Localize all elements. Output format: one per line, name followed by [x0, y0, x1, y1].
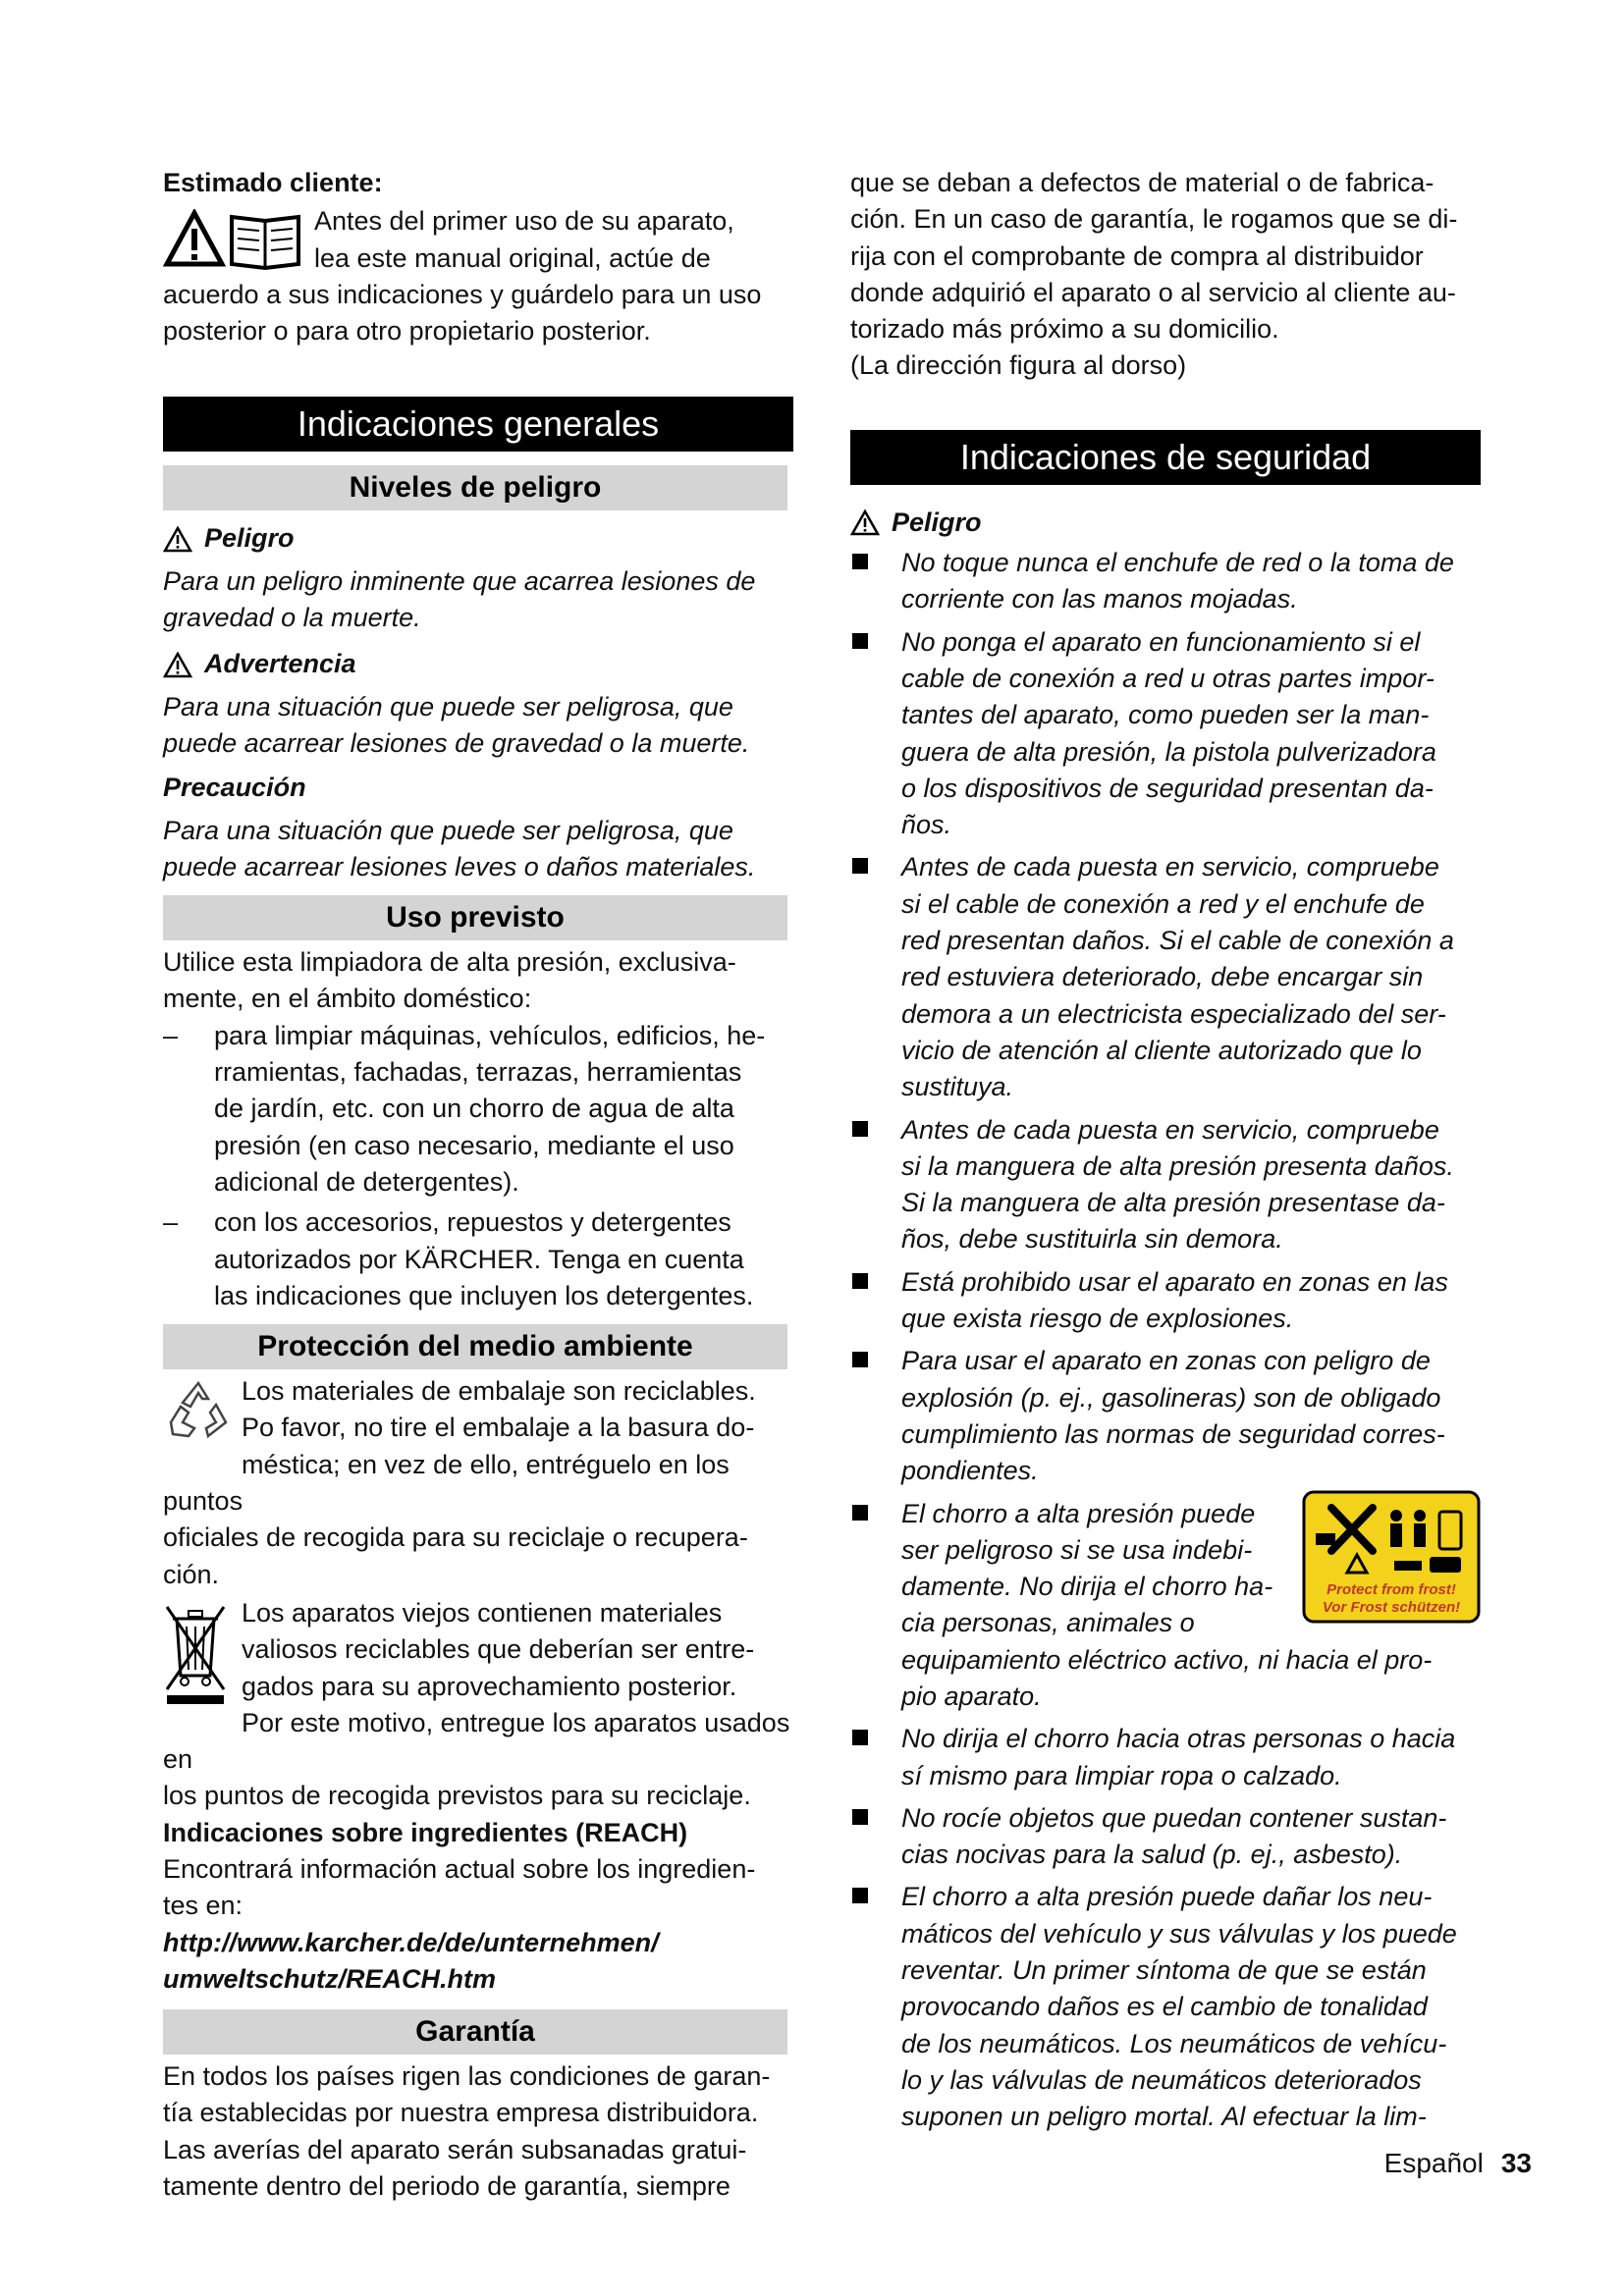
- list-item: – para limpiar máquinas, vehículos, edificios, he- rramientas, fachadas, terrazas, herramientas de jardín, etc. con un chorro de agua de alta presión (en caso necesario, mediante el uso adicional de detergentes).: [163, 1020, 766, 1197]
- svg-text:Vor Frost schützen!: Vor Frost schützen!: [1322, 1598, 1461, 1616]
- peligro-label: Peligro: [850, 505, 1481, 541]
- heading-niveles-de-peligro: Niveles de peligro: [163, 465, 787, 510]
- warning-triangle-icon: [850, 509, 880, 536]
- list-item: Está prohibido usar el aparato en zonas en las que exista riesgo de explosiones.: [850, 1264, 1481, 1338]
- heading-indicaciones-generales: Indicaciones generales: [163, 397, 793, 452]
- frost-warning-label: [1302, 1490, 1481, 1629]
- list-item: Protect from frost! Vor Frost schützen! El chorro a alta presión puede ser peligroso si se usa indebi- damente. No dirija el chorro ha- cia personas, animales o equipamiento eléctrico activo, ni hacia el pro- pio aparato.: [850, 1496, 1481, 1716]
- page-footer: [1384, 2148, 1532, 2179]
- list-item: No dirija el chorro hacia otras personas o hacia sí mismo para limpiar ropa o calzado.: [850, 1721, 1481, 1794]
- env-packaging-paragraph: Los materiales de embalaje son reciclables. Po favor, no tire el embalaje a la basura do- méstica; en vez de ello, entréguelo en los puntos oficiales de recogida para su reciclaje o recupera- ción.: [163, 1376, 756, 1589]
- list-item: – con los accesorios, repuestos y detergentes autorizados por KÄRCHER. Tenga en cuenta las indicaciones que incluyen los detergentes.: [163, 1207, 754, 1310]
- env-weee-paragraph: Los aparatos viejos contienen materiales valiosos reciclables que deberían ser entre- gados para su aprovechamiento posterior. Por este motivo, entregue los aparatos usados en los puntos de recogida previstos para su reciclaje.: [163, 1597, 790, 1811]
- heading-garantia: Garantía: [163, 2009, 787, 2055]
- svg-text:Protect from frost!: Protect from frost!: [1326, 1580, 1456, 1598]
- recycle-icon: [163, 1377, 234, 1447]
- list-item: Para usar el aparato en zonas con peligro de explosión (p. ej., gasolineras) son de obligado cumplimiento las normas de seguridad corres- pondientes.: [850, 1343, 1481, 1489]
- left-column: Estimado cliente: Antes del primer uso de su aparato, lea este manual original, actúe de acuerdo a sus indicaciones y guárdelo para un uso posterior o para otro propietario posterior. Indicaciones generales Niveles de peligro Peligro Para un peligro inminente que acarrea lesiones de gravedad o la muerte. Advertencia Para una situación que puede ser peligrosa, que puede acarrear lesiones de gravedad o la muerte. Precaución Para una situación que puede ser peligrosa, que puede acarrear lesiones leves o daños materiales. Uso previsto Utilice esta limpiadora de alta presión, exclusiva- mente, en el ámbito doméstico: – para limpiar máquinas, vehículos, edificios, he- rramientas, fachadas, terrazas, herramientas de jardín, etc. con un chorro de agua de alta presión (en caso necesario, mediante el uso adicional de detergentes). – con los accesorios, repuestos y detergentes autorizados por KÄRCHER. Tenga en cuenta las indicaciones que incluyen los detergentes. Protección del medio ambiente Los materiales de embalaje son reciclables. Po favor, no tire el embalaje a la basura do- méstica; en vez de ello, entréguelo en los puntos oficiales de recogida para su reciclaje o recupera- ción. Los aparatos viejos contienen materiales valiosos reciclables que deberían ser entre- gados para su aprovechamiento posterior. Por este motivo, entregue los aparatos usados en los puntos de recogida previstos para su reciclaje. Indicaciones sobre ingredientes (REACH) Encontrará información actual sobre los ingredien- tes en: http://www.karcher.de/de/unternehmen/ umweltschutz/REACH.htm Garantía En todos los países rigen las condiciones de garan- tía establecidas por nuestra empresa distribuidora. Las averías del aparato serán subsanadas gratui- tamente dentro del periodo de garantía, siempre: [163, 165, 793, 2205]
- crossed-bin-icon: [163, 1601, 234, 1710]
- list-item: Antes de cada puesta en servicio, compruebe si la manguera de alta presión presenta daños. Si la manguera de alta presión presentase da- ños, debe sustituirla sin demora.: [850, 1112, 1481, 1258]
- reach-link[interactable]: umweltschutz/REACH.htm: [163, 1963, 497, 1994]
- reach-link[interactable]: http://www.karcher.de/de/unternehmen/: [163, 1927, 659, 1957]
- footer-language: Español: [1383, 2148, 1484, 2178]
- peligro-label: Peligro: [163, 520, 793, 557]
- advertencia-label: Advertencia: [163, 646, 793, 682]
- precaucion-label: Precaución: [163, 773, 306, 803]
- warning-triangle-icon: [163, 652, 192, 678]
- list-item: No rocíe objetos que puedan contener sustan- cias nocivas para la salud (p. ej., asbesto).: [850, 1800, 1481, 1874]
- list-item: Antes de cada puesta en servicio, compruebe si el cable de conexión a red y el enchufe de red presentan daños. Si el cable de conexión a red estuviera deteriorado, debe encargar sin demora a un electricista especializado del ser- vicio de atención al cliente autorizado que lo sustituya.: [850, 849, 1481, 1105]
- warning-manual-icon: [163, 209, 306, 275]
- heading-proteccion-medio-ambiente: Protección del medio ambiente: [163, 1324, 787, 1369]
- intro-paragraph: Antes del primer uso de su aparato, lea este manual original, actúe de acuerdo a sus indicaciones y guárdelo para un uso posterior o para otro propietario posterior.: [163, 206, 762, 347]
- heading-uso-previsto: Uso previsto: [163, 895, 787, 940]
- right-column: que se deban a defectos de material o de fabrica- ción. En un caso de garantía, le rogamos que se di- rija con el comprobante de compra al distribuidor donde adquirió el aparato o al servicio al cliente au- torizado más próximo a su domicilio. (La dirección figura al dorso) Indicaciones de seguridad Peligro No toque nunca el enchufe de red o la toma de corriente con las manos mojadas. No ponga el aparato en funcionamiento si el cable de conexión a red u otras partes impor- tantes del aparato, como pueden ser la man- guera de alta presión, la pistola pulverizadora o los dispositivos de seguridad presentan da- ños. Antes de cada puesta en servicio, compruebe si el cable de conexión a red y el enchufe de red presentan daños. Si el cable de conexión a red estuviera deteriorado, debe encargar sin demora a un electricista especializado del ser- vicio de atención al cliente autorizado que lo sustituya. Antes de cada puesta en servicio, compruebe si la manguera de alta presión presenta daños. Si la manguera de alta presión presentase da- ños, debe sustituirla sin demora. Está prohibido usar el aparato en zonas en las que exista riesgo de explosiones. Para usar el aparato en zonas con peligro de explosión (p. ej., gasolineras) son de obligado cumplimiento las normas de seguridad corres- pondientes. Protect from frost! Vor Frost schützen! El chorro a alta presión puede ser peligroso si se usa indebi- damente. No dirija el chorro ha- cia personas, animales o equipamiento eléctrico activo, ni hacia el pro- pio aparato. No dirija el chorro hacia otras personas o hacia sí mismo para limpiar ropa o calzado. No rocíe objetos que puedan contener sustan- cias nocivas para la salud (p. ej., asbesto). El chorro a alta presión puede dañar los neu- máticos del vehículo y sus válvulas y los puede reventar. Un primer síntoma de que se están provocando daños es el cambio de tonalidad de los neumáticos. Los neumáticos de vehícu- lo y las válvulas de neumáticos deteriorados suponen un peligro mortal. Al efectuar la lim-: [850, 165, 1481, 2142]
- page-number: 33: [1500, 2148, 1532, 2178]
- list-item: No ponga el aparato en funcionamiento si el cable de conexión a red u otras partes impor- tantes del aparato, como pueden ser la man- guera de alta presión, la pistola pulverizadora o los dispositivos de seguridad presentan da- ños.: [850, 624, 1481, 844]
- list-item: No toque nunca el enchufe de red o la toma de corriente con las manos mojadas.: [850, 545, 1481, 618]
- greeting: Estimado cliente:: [163, 168, 383, 197]
- list-item: El chorro a alta presión puede dañar los neu- máticos del vehículo y sus válvulas y los puede reventar. Un primer síntoma de que se están provocando daños es el cambio de tonalidad de los neumáticos. Los neumáticos de vehícu- lo y las válvulas de neumáticos deteriorados suponen un peligro mortal. Al efectuar la lim-: [850, 1879, 1481, 2135]
- warning-triangle-icon: [163, 526, 192, 553]
- reach-heading: Indicaciones sobre ingredientes (REACH): [163, 1817, 688, 1847]
- heading-indicaciones-de-seguridad: Indicaciones de seguridad: [850, 430, 1481, 485]
